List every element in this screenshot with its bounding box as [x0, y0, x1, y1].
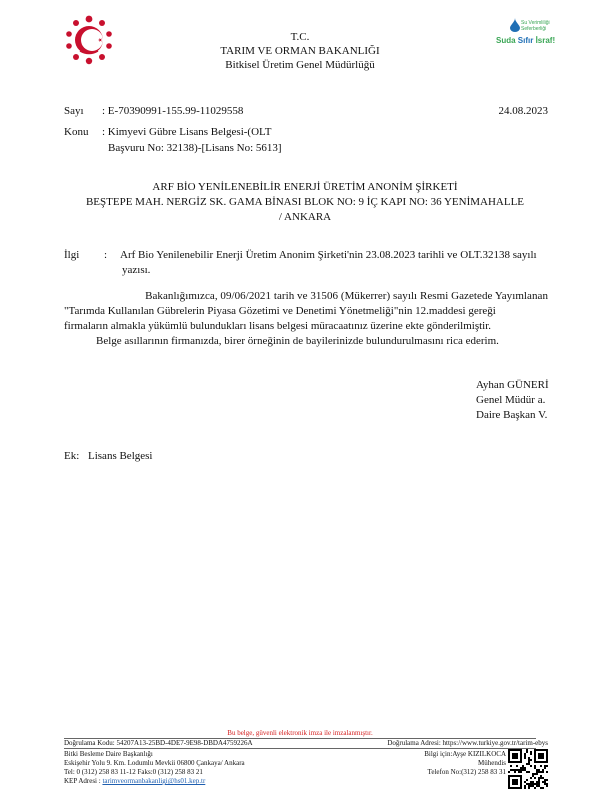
konu-label: Konu: [64, 126, 89, 138]
signatory-title-1: Genel Müdür a.: [476, 394, 546, 406]
water-drop-icon: [510, 18, 520, 32]
header-directorate: Bitkisel Üretim Genel Müdürlüğü: [225, 59, 375, 71]
ilgi-label: İlgi: [64, 249, 80, 261]
verify-address: Doğrulama Adresi: https://www.turkiye.gov.tr/tarim-ebys: [387, 739, 548, 747]
ilgi-line-1: Arf Bio Yenilenebilir Enerji Üretim Anonim Şirketi'nin 23.08.2023 tarihli ve OLT.32138 sayılı: [120, 249, 537, 261]
konu-line-1: : Kimyevi Gübre Lisans Belgesi-(OLT: [102, 126, 272, 138]
kep-label: KEP Adresi :: [64, 777, 103, 785]
contact-phone: Telefon No:(312) 258 83 31: [427, 768, 506, 776]
sayi-value: : E-70390991-155.99-11029558: [102, 105, 244, 117]
recipient-name: ARF BİO YENİLENEBİLİR ENERJİ ÜRETİM ANONİM ŞİRKETİ: [152, 181, 458, 193]
kep-address-link[interactable]: tarimveormanbakanligi@hs01.kep.tr: [102, 777, 206, 785]
ilgi-line-2: yazısı.: [122, 264, 151, 276]
slogan-pre: Suda: [496, 36, 518, 45]
verify-code: Doğrulama Kodu: 54207A13-25BD-4DE7-9E98-DBDA4759226A: [64, 739, 253, 747]
footer-address: Eskişehir Yolu 9. Km. Lodumlu Mevkii 06800 Çankaya/ Ankara: [64, 759, 245, 767]
verification-qr-code: [508, 749, 548, 789]
slogan-post: İsraf!: [533, 36, 556, 45]
ministry-logo: [62, 13, 116, 67]
sayi-label: Sayı: [64, 105, 84, 117]
signatory-name: Ayhan GÜNERİ: [476, 379, 549, 391]
konu-line-2: Başvuru No: 32138)-[Lisans No: 5613]: [108, 142, 282, 154]
water-campaign-logo: [494, 18, 564, 50]
document-date: 24.08.2023: [498, 105, 548, 117]
footer-kep: [64, 777, 205, 786]
contact-role: Mühendis: [478, 759, 506, 767]
campaign-small-2: Seferberliği: [521, 26, 547, 32]
header-country: T.C.: [290, 31, 310, 43]
body-para1-line1: Bakanlığımızca, 09/06/2021 tarih ve 31506 (Mükerrer) sayılı Resmi Gazetede Yayımlanan: [145, 290, 548, 302]
signatory-title-2: Daire Başkan V.: [476, 409, 548, 421]
header-ministry: TARIM VE ORMAN BAKANLIĞI: [220, 45, 380, 57]
attachment-label: Ek:: [64, 450, 80, 462]
esign-note: Bu belge, güvenli elektronik imza ile imzalanmıştır.: [227, 729, 373, 737]
campaign-slogan: [496, 36, 555, 46]
contact-person: Bilgi için:Ayşe KIZILKOCA: [424, 750, 506, 758]
campaign-small-1: Su Verimliliği: [521, 20, 550, 26]
attachment-value: Lisans Belgesi: [88, 450, 153, 462]
slogan-mid: Sıfır: [517, 36, 534, 45]
ilgi-colon: :: [104, 249, 108, 261]
recipient-address-1: BEŞTEPE MAH. NERGİZ SK. GAMA BİNASI BLOK NO: 9 İÇ KAPI NO: 36 YENİMAHALLE: [85, 196, 525, 208]
footer-divider-bottom: [64, 748, 536, 749]
body-para2: Belge asıllarının firmanızda, birer örneğinin de bayilerinizde bulundurulmasını rica ederim.: [96, 335, 499, 347]
body-para1-line2: "Tarımda Kullanılan Gübrelerin Piyasa Gözetimi ve Denetimi Yönetmeliği"nin 12.maddesi gereği: [64, 305, 496, 317]
footer-phone: Tel: 0 (312) 258 83 11-12 Faks:0 (312) 258 83 21: [64, 768, 203, 776]
footer-department: Bitki Besleme Daire Başkanlığı: [64, 750, 153, 758]
recipient-address-2: / ANKARA: [278, 211, 332, 223]
body-para1-line3: firmaların almakla yükümlü bulundukları lisans belgesi müracaatınız üzerine ekte gönderilmiştir.: [64, 320, 492, 332]
